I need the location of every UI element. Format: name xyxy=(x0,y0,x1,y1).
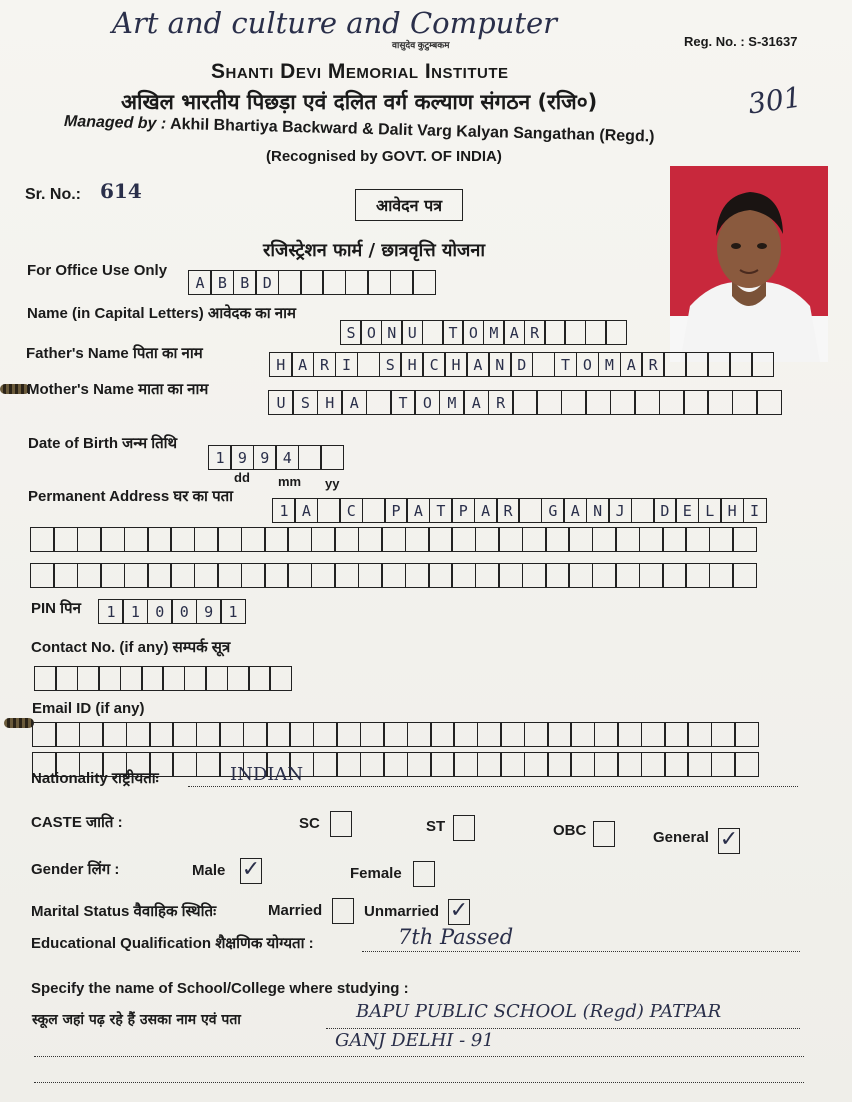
char-box[interactable]: S xyxy=(340,320,362,345)
gender-female-label: Female xyxy=(350,865,402,882)
char-box[interactable]: D xyxy=(510,352,534,377)
char-box[interactable] xyxy=(77,527,102,552)
char-box[interactable] xyxy=(634,390,660,415)
char-box[interactable] xyxy=(605,320,627,345)
char-box[interactable]: I xyxy=(335,352,359,377)
char-box[interactable] xyxy=(269,666,292,691)
binding-ring xyxy=(0,384,30,394)
char-box[interactable]: A xyxy=(188,270,212,295)
contact-boxes[interactable] xyxy=(34,666,291,691)
char-box[interactable] xyxy=(687,752,712,777)
char-box[interactable] xyxy=(102,722,127,747)
char-box[interactable] xyxy=(544,320,566,345)
char-box[interactable] xyxy=(709,527,734,552)
char-box[interactable]: 1 xyxy=(272,498,296,523)
char-box[interactable] xyxy=(641,722,666,747)
char-box[interactable] xyxy=(390,270,414,295)
char-box[interactable] xyxy=(498,563,523,588)
char-box[interactable] xyxy=(477,752,502,777)
char-box[interactable]: C xyxy=(339,498,363,523)
char-box[interactable] xyxy=(639,527,664,552)
char-box[interactable] xyxy=(194,527,219,552)
char-box[interactable] xyxy=(451,527,476,552)
char-box[interactable]: A xyxy=(463,390,489,415)
char-box[interactable] xyxy=(55,722,80,747)
dob-label: Date of Birth जन्म तिथि xyxy=(28,435,178,452)
nationality-label: Nationality राष्ट्रीयताः xyxy=(31,770,159,787)
char-box[interactable]: A xyxy=(503,320,525,345)
char-box[interactable]: C xyxy=(422,352,446,377)
char-box[interactable] xyxy=(594,752,619,777)
char-box[interactable]: N xyxy=(488,352,512,377)
char-box[interactable] xyxy=(100,563,125,588)
char-box[interactable] xyxy=(32,722,57,747)
char-box[interactable] xyxy=(367,270,391,295)
char-box[interactable] xyxy=(264,563,289,588)
char-box[interactable] xyxy=(545,563,570,588)
char-box[interactable] xyxy=(664,722,689,747)
char-box[interactable] xyxy=(615,527,640,552)
school-line-3 xyxy=(34,1082,804,1083)
caste-general-label: General xyxy=(653,829,709,846)
char-box[interactable] xyxy=(641,752,666,777)
char-box[interactable] xyxy=(407,722,432,747)
char-box[interactable] xyxy=(662,563,687,588)
school-label: Specify the name of School/College where studying : xyxy=(31,980,409,997)
char-box[interactable] xyxy=(366,390,392,415)
char-box[interactable] xyxy=(532,352,556,377)
char-box[interactable]: 9 xyxy=(230,445,254,470)
char-box[interactable] xyxy=(196,752,221,777)
char-box[interactable] xyxy=(524,752,549,777)
char-box[interactable] xyxy=(631,498,655,523)
father-name-label: Father's Name पिता का नाम xyxy=(26,345,203,362)
dob-mm: mm xyxy=(278,474,302,489)
char-box[interactable]: D xyxy=(653,498,677,523)
char-box[interactable] xyxy=(709,563,734,588)
char-box[interactable] xyxy=(381,527,406,552)
char-box[interactable] xyxy=(126,722,151,747)
char-box[interactable] xyxy=(289,722,314,747)
char-box[interactable]: U xyxy=(268,390,294,415)
char-box[interactable] xyxy=(184,666,207,691)
char-box[interactable] xyxy=(205,666,228,691)
gender-label: Gender लिंग : xyxy=(31,861,120,878)
char-box[interactable] xyxy=(561,390,587,415)
char-box[interactable] xyxy=(360,752,385,777)
char-box[interactable] xyxy=(100,527,125,552)
char-box[interactable] xyxy=(55,666,78,691)
char-box[interactable] xyxy=(477,722,502,747)
char-box[interactable]: A xyxy=(466,352,490,377)
char-box[interactable] xyxy=(453,722,478,747)
char-box[interactable]: R xyxy=(488,390,514,415)
char-box[interactable]: B xyxy=(233,270,257,295)
char-box[interactable] xyxy=(311,563,336,588)
char-box[interactable] xyxy=(685,563,710,588)
managed-by: Managed by : Akhil Bhartiya Backward & Dalit Varg Kalyan Sangathan (Regd.) xyxy=(63,113,655,146)
char-box[interactable] xyxy=(77,666,100,691)
char-box[interactable]: N xyxy=(586,498,610,523)
char-box[interactable] xyxy=(428,563,453,588)
hindi-org-name: अखिल भारतीय पिछड़ा एवं दलित वर्ग कल्याण संगठन (रजि०) xyxy=(121,90,598,114)
marital-label: Marital Status वैवाहिक स्थितिः xyxy=(31,903,217,920)
char-box[interactable] xyxy=(662,527,687,552)
char-box[interactable]: A xyxy=(406,498,430,523)
char-box[interactable] xyxy=(522,527,547,552)
char-box[interactable] xyxy=(124,527,149,552)
pin-boxes[interactable] xyxy=(98,599,244,624)
char-box[interactable] xyxy=(711,722,736,747)
char-box[interactable] xyxy=(685,352,709,377)
char-box[interactable] xyxy=(358,527,383,552)
char-box[interactable] xyxy=(30,563,55,588)
char-box[interactable]: O xyxy=(360,320,382,345)
father-name-boxes[interactable] xyxy=(269,352,773,377)
char-box[interactable]: S xyxy=(379,352,403,377)
char-box[interactable] xyxy=(564,320,586,345)
char-box[interactable] xyxy=(334,527,359,552)
char-box[interactable] xyxy=(53,527,78,552)
char-box[interactable]: 0 xyxy=(171,599,197,624)
caste-obc-label: OBC xyxy=(553,822,587,839)
char-box[interactable]: J xyxy=(608,498,632,523)
char-box[interactable]: 1 xyxy=(122,599,148,624)
char-box[interactable]: N xyxy=(381,320,403,345)
char-box[interactable]: P xyxy=(451,498,475,523)
char-box[interactable] xyxy=(453,752,478,777)
pin-label: PIN पिन xyxy=(31,600,81,617)
char-box[interactable] xyxy=(322,270,346,295)
char-box[interactable] xyxy=(568,527,593,552)
char-box[interactable]: A xyxy=(294,498,318,523)
gender-male-checkbox[interactable]: ✓ xyxy=(241,857,261,882)
char-box[interactable] xyxy=(317,498,341,523)
char-box[interactable] xyxy=(320,445,344,470)
binding-ring xyxy=(4,718,34,728)
char-box[interactable]: H xyxy=(720,498,744,523)
char-box[interactable] xyxy=(751,352,775,377)
char-box[interactable] xyxy=(729,352,753,377)
recognised-text: (Recognised by GOVT. OF INDIA) xyxy=(266,148,502,165)
char-box[interactable] xyxy=(547,722,572,747)
char-box[interactable]: 9 xyxy=(253,445,277,470)
char-box[interactable] xyxy=(383,752,408,777)
char-box[interactable] xyxy=(381,563,406,588)
char-box[interactable] xyxy=(162,666,185,691)
char-box[interactable]: 1 xyxy=(208,445,232,470)
char-box[interactable]: A xyxy=(563,498,587,523)
char-box[interactable] xyxy=(734,722,759,747)
char-box[interactable] xyxy=(241,563,266,588)
char-box[interactable]: M xyxy=(483,320,505,345)
char-box[interactable] xyxy=(659,390,685,415)
dob-dd: dd xyxy=(234,470,250,485)
char-box[interactable] xyxy=(430,752,455,777)
school-value-line-1: BAPU PUBLIC SCHOOL (Regd) PATPAR xyxy=(356,1001,722,1022)
char-box[interactable] xyxy=(732,527,757,552)
dob-boxes[interactable] xyxy=(208,445,342,470)
char-box[interactable]: 1 xyxy=(220,599,246,624)
char-box[interactable] xyxy=(227,666,250,691)
gender-female-checkbox[interactable] xyxy=(413,861,435,887)
char-box[interactable]: T xyxy=(442,320,464,345)
registration-title: रजिस्ट्रेशन फार्म / छात्रवृत्ति योजना xyxy=(263,240,486,261)
char-box[interactable] xyxy=(345,270,369,295)
school-line-2 xyxy=(34,1056,804,1057)
education-label: Educational Qualification शैक्षणिक योग्यता : xyxy=(31,935,314,952)
char-box[interactable] xyxy=(311,527,336,552)
char-box[interactable] xyxy=(585,390,611,415)
handwritten-note: Art and culture and Computer xyxy=(112,6,558,40)
char-box[interactable]: P xyxy=(384,498,408,523)
char-box[interactable] xyxy=(422,320,444,345)
char-box[interactable]: L xyxy=(698,498,722,523)
char-box[interactable]: M xyxy=(598,352,622,377)
char-box[interactable] xyxy=(170,563,195,588)
char-box[interactable] xyxy=(734,752,759,777)
applicant-photo xyxy=(670,166,828,362)
application-box: आवेदन पत्र xyxy=(355,189,463,221)
sr-no-label: Sr. No.: xyxy=(25,186,82,203)
char-box[interactable] xyxy=(663,352,687,377)
char-box[interactable]: O xyxy=(462,320,484,345)
char-box[interactable]: O xyxy=(576,352,600,377)
char-box[interactable]: T xyxy=(554,352,578,377)
char-box[interactable] xyxy=(594,722,619,747)
char-box[interactable] xyxy=(428,527,453,552)
office-use-label: For Office Use Only xyxy=(27,262,168,279)
school-hindi-label: स्कूल जहां पढ़ रहे हैं उसका नाम एवं पता xyxy=(32,1012,241,1028)
char-box[interactable] xyxy=(53,563,78,588)
marital-married-checkbox[interactable] xyxy=(332,898,354,924)
char-box[interactable]: H xyxy=(317,390,343,415)
address-label: Permanent Address घर का पता xyxy=(28,488,234,505)
char-box[interactable] xyxy=(570,722,595,747)
char-box[interactable] xyxy=(360,722,385,747)
char-box[interactable] xyxy=(313,722,338,747)
char-box[interactable]: I xyxy=(743,498,767,523)
char-box[interactable] xyxy=(194,563,219,588)
char-box[interactable] xyxy=(405,563,430,588)
char-box[interactable]: T xyxy=(390,390,416,415)
mother-name-boxes[interactable] xyxy=(268,390,781,415)
char-box[interactable] xyxy=(570,752,595,777)
char-box[interactable]: B xyxy=(210,270,234,295)
char-box[interactable] xyxy=(592,563,617,588)
char-box[interactable] xyxy=(451,563,476,588)
char-box[interactable] xyxy=(475,527,500,552)
char-box[interactable]: U xyxy=(401,320,423,345)
caste-sc-checkbox[interactable] xyxy=(330,811,352,837)
char-box[interactable]: D xyxy=(255,270,279,295)
char-box[interactable] xyxy=(248,666,271,691)
char-box[interactable] xyxy=(568,563,593,588)
char-box[interactable]: 0 xyxy=(147,599,173,624)
name-label: Name (in Capital Letters) आवेदक का नाम xyxy=(27,305,296,322)
office-use-boxes xyxy=(188,270,434,295)
char-box[interactable] xyxy=(687,722,712,747)
address-row-3[interactable] xyxy=(30,563,756,588)
char-box[interactable] xyxy=(219,722,244,747)
char-box[interactable] xyxy=(518,498,542,523)
address-row-2[interactable] xyxy=(30,527,756,552)
char-box[interactable]: T xyxy=(429,498,453,523)
char-box[interactable] xyxy=(610,390,636,415)
caste-sc-label: SC xyxy=(299,815,320,832)
char-box[interactable]: 9 xyxy=(196,599,222,624)
char-box[interactable] xyxy=(685,527,710,552)
char-box[interactable] xyxy=(711,752,736,777)
char-box[interactable]: M xyxy=(439,390,465,415)
char-box[interactable]: E xyxy=(675,498,699,523)
char-box[interactable] xyxy=(172,722,197,747)
char-box[interactable] xyxy=(357,352,381,377)
char-box[interactable] xyxy=(500,752,525,777)
name-boxes[interactable] xyxy=(340,320,626,345)
char-box[interactable] xyxy=(172,752,197,777)
char-box[interactable] xyxy=(617,722,642,747)
email-row-1[interactable] xyxy=(32,722,758,747)
email-label: Email ID (if any) xyxy=(32,700,145,717)
char-box[interactable] xyxy=(266,722,291,747)
char-box[interactable]: R xyxy=(524,320,546,345)
char-box[interactable]: H xyxy=(444,352,468,377)
char-box[interactable] xyxy=(683,390,709,415)
char-box[interactable] xyxy=(241,527,266,552)
char-box[interactable] xyxy=(617,752,642,777)
marital-married-label: Married xyxy=(268,902,323,919)
char-box[interactable] xyxy=(34,666,57,691)
char-box[interactable] xyxy=(287,527,312,552)
nationality-value: INDIAN xyxy=(230,764,304,785)
char-box[interactable] xyxy=(585,320,607,345)
char-box[interactable] xyxy=(264,527,289,552)
char-box[interactable] xyxy=(300,270,324,295)
char-box[interactable] xyxy=(524,722,549,747)
char-box[interactable] xyxy=(412,270,436,295)
sr-no-value: 614 xyxy=(100,179,142,203)
nationality-line xyxy=(188,786,798,787)
char-box[interactable]: R xyxy=(641,352,665,377)
char-box[interactable] xyxy=(430,722,455,747)
char-box[interactable] xyxy=(639,563,664,588)
char-box[interactable]: A xyxy=(474,498,498,523)
char-box[interactable]: S xyxy=(292,390,318,415)
char-box[interactable] xyxy=(615,563,640,588)
char-box[interactable] xyxy=(149,722,174,747)
char-box[interactable]: R xyxy=(313,352,337,377)
char-box[interactable] xyxy=(243,722,268,747)
school-line-1 xyxy=(326,1028,800,1029)
school-value-line-2: GANJ DELHI - 91 xyxy=(335,1030,494,1051)
char-box[interactable] xyxy=(98,666,121,691)
char-box[interactable] xyxy=(475,563,500,588)
handwritten-number: 301 xyxy=(745,80,804,121)
char-box[interactable] xyxy=(196,722,221,747)
char-box[interactable] xyxy=(498,527,523,552)
char-box[interactable]: 4 xyxy=(275,445,299,470)
char-box[interactable] xyxy=(362,498,386,523)
dob-yy: yy xyxy=(325,476,340,491)
char-box[interactable] xyxy=(336,722,361,747)
char-box[interactable] xyxy=(536,390,562,415)
char-box[interactable] xyxy=(407,752,432,777)
char-box[interactable] xyxy=(732,563,757,588)
char-box[interactable] xyxy=(664,752,689,777)
char-box[interactable] xyxy=(298,445,322,470)
char-box[interactable]: A xyxy=(620,352,644,377)
char-box[interactable]: G xyxy=(541,498,565,523)
char-box[interactable] xyxy=(336,752,361,777)
marital-unmarried-label: Unmarried xyxy=(364,903,440,920)
char-box[interactable]: 1 xyxy=(98,599,124,624)
institute-title: Shanti Devi Memorial Institute xyxy=(211,60,509,83)
char-box[interactable] xyxy=(358,563,383,588)
char-box[interactable] xyxy=(707,352,731,377)
caste-st-checkbox[interactable] xyxy=(453,815,475,841)
education-value: 7th Passed xyxy=(398,925,514,949)
stamp-text: वासुदेव कुटुम्बकम xyxy=(392,40,450,50)
char-box[interactable]: H xyxy=(269,352,293,377)
char-box[interactable] xyxy=(79,722,104,747)
char-box[interactable] xyxy=(334,563,359,588)
char-box[interactable] xyxy=(287,563,312,588)
char-box[interactable]: A xyxy=(341,390,367,415)
char-box[interactable] xyxy=(512,390,538,415)
char-box[interactable] xyxy=(77,563,102,588)
char-box[interactable] xyxy=(756,390,782,415)
char-box[interactable]: R xyxy=(496,498,520,523)
address-row-1[interactable] xyxy=(272,498,765,523)
char-box[interactable] xyxy=(30,527,55,552)
caste-label: CASTE जाति : xyxy=(31,814,123,831)
marital-unmarried-checkbox[interactable]: ✓ xyxy=(449,898,469,923)
char-box[interactable] xyxy=(120,666,143,691)
char-box[interactable] xyxy=(707,390,733,415)
char-box[interactable] xyxy=(383,722,408,747)
reg-no: Reg. No. : S-31637 xyxy=(684,34,798,49)
char-box[interactable]: A xyxy=(291,352,315,377)
char-box[interactable] xyxy=(147,527,172,552)
caste-general-checkbox[interactable]: ✓ xyxy=(719,827,739,852)
char-box[interactable] xyxy=(313,752,338,777)
contact-label: Contact No. (if any) सम्पर्क सूत्र xyxy=(31,639,231,656)
education-line xyxy=(362,951,800,952)
char-box[interactable] xyxy=(147,563,172,588)
char-box[interactable]: H xyxy=(400,352,424,377)
char-box[interactable] xyxy=(732,390,758,415)
gender-male-label: Male xyxy=(192,862,226,879)
char-box[interactable] xyxy=(217,563,242,588)
char-box[interactable] xyxy=(278,270,302,295)
char-box[interactable] xyxy=(141,666,164,691)
char-box[interactable] xyxy=(500,722,525,747)
char-box[interactable] xyxy=(217,527,242,552)
char-box[interactable] xyxy=(170,527,195,552)
char-box[interactable] xyxy=(522,563,547,588)
caste-st-label: ST xyxy=(426,818,446,835)
char-box[interactable] xyxy=(405,527,430,552)
char-box[interactable] xyxy=(545,527,570,552)
char-box[interactable] xyxy=(547,752,572,777)
mother-name-label: Mother's Name माता का नाम xyxy=(27,381,209,398)
char-box[interactable] xyxy=(592,527,617,552)
char-box[interactable] xyxy=(124,563,149,588)
caste-obc-checkbox[interactable] xyxy=(593,821,615,847)
char-box[interactable]: O xyxy=(414,390,440,415)
